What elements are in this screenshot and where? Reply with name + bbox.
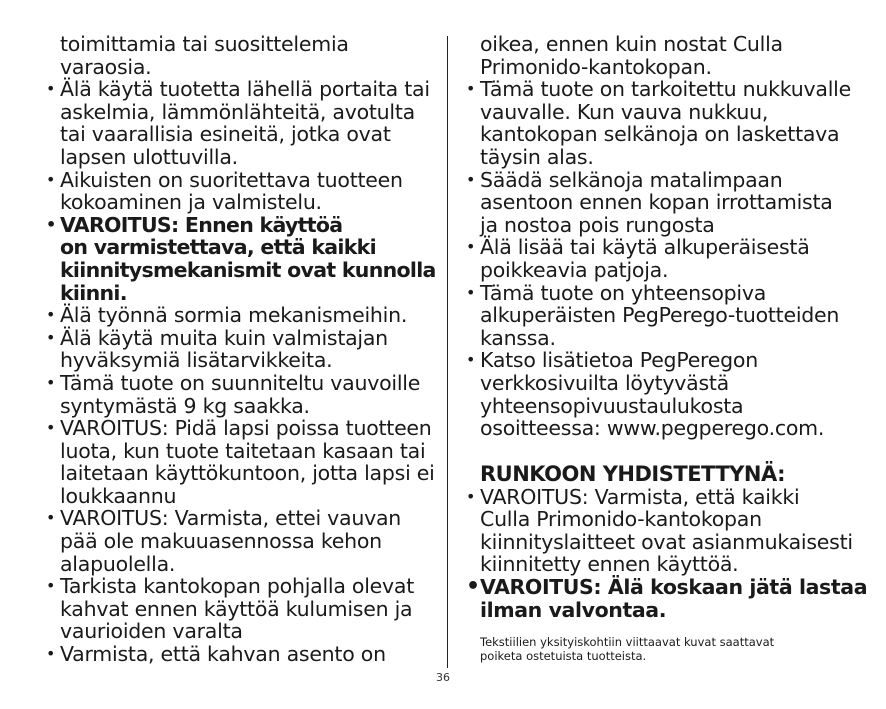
text-line: vauvalle. Kun vauva nukkuu, [480,99,769,124]
text-line: kahvat ennen käyttöä kulumisen ja [60,596,413,621]
text-line: • VAROITUS: Ennen käyttöä [46,214,438,237]
text-line: • VAROITUS: Pidä lapsi poissa tuotteen [46,417,438,440]
text-line: tai vaarallisia esineitä, jotka ovat [60,122,391,147]
text-line: • Tämä tuote on tarkoitettu nukkuvalle [466,78,858,101]
text-line: • Älä työnnä sormia mekanismeihin. [46,304,438,327]
text-line: alapuolella. [60,551,176,576]
text-line: askelmia, lämmönlähteitä, avotulta [60,99,415,124]
text-line: osoitteessa: www.pegperego.com. [480,416,825,441]
text-line: • Älä käytä tuotetta lähellä portaita tai [46,78,438,101]
section-heading: RUNKOON YHDISTETTYNÄ: [480,461,785,486]
text-line: • Säädä selkänoja matalimpaan [466,169,858,192]
text-line: • VAROITUS: Varmista, ettei vauvan [46,507,438,530]
text-line: verkkosivuilta löytyvästä [480,370,729,395]
text-line: • Älä käytä muita kuin valmistajan [46,327,438,350]
text-line: alkuperäisten PegPerego-tuotteiden [480,303,840,328]
text-line: vaurioiden varalta [60,619,243,644]
page-number: 36 [436,671,450,684]
text-line: • Katso lisätietoa PegPeregon [466,349,858,372]
text-line: syntymästä 9 kg saakka. [60,393,310,418]
text-line: laitetaan käyttökuntoon, jotta lapsi ei [60,461,435,486]
left-column [46,33,438,666]
text-line: • Tämä tuote on yhteensopiva [466,282,858,305]
text-line: kokoaminen ja valmistelu. [60,190,322,215]
text-line: on varmistettava, että kaikki [60,235,376,260]
text-line: • Älä lisää tai käytä alkuperäisestä [466,236,858,259]
text-line: • Aikuisten on suoritettava tuotteen [46,169,438,192]
right-column-bullets [466,33,858,440]
text-line: • Tarkista kantokopan pohjalla olevat [46,575,438,598]
text-line: poikkeavia patjoja. [480,257,669,282]
text-line: kiinnityslaitteet ovat asianmukaisesti [480,529,853,554]
text-line: hyväksymiä lisätarvikkeita. [60,348,333,373]
text-line: kiinnitysmekanismit ovat kunnolla [60,257,436,282]
text-line: kanssa. [480,325,556,350]
text-line: pää ole makuuasennossa kehon [60,529,382,554]
text-line: • VAROITUS: Varmista, että kaikki [466,486,858,509]
text-line: asentoon ennen kopan irrottamista [480,190,833,215]
text-line: kiinnitetty ennen käyttöä. [480,552,739,577]
text-line: luota, kun tuote taitetaan kasaan tai [60,438,426,463]
text-line: lapsen ulottuvilla. [60,144,238,169]
text-line: Culla Primonido-kantokopan [480,507,762,532]
text-line: ilman valvontaa. [480,597,667,622]
text-line: kiinni. [60,280,127,305]
text-line: loukkaannu [60,483,177,508]
column-divider [447,36,448,668]
text-line: oikea, ennen kuin nostat Culla [480,32,783,56]
section-bullets [466,484,868,622]
text-line: Primonido-kantokopan. [480,54,712,79]
text-line: täysin alas. [480,144,594,169]
text-line: • Varmista, että kahvan asento on [46,643,438,666]
footnote [466,635,858,663]
footnote-line: Tekstiilien yksityiskohtiin viittaavat kuvat saattavat [480,635,775,650]
text-line: kantokopan selkänoja on laskettava [480,122,840,147]
right-column [466,32,868,664]
text-line: • VAROITUS: Älä koskaan jätä lastaa [466,576,858,599]
footnote-line: poiketa ostetuista tuotteista. [480,649,647,664]
text-line: yhteensopivuustaulukosta [480,393,744,418]
text-line: • Tämä tuote on suunniteltu vauvoille [46,372,438,395]
text-line: ja nostoa pois rungosta [480,212,715,237]
text-line: varaosia. [60,54,152,79]
text-line: toimittamia tai suosittelemia [60,32,349,56]
